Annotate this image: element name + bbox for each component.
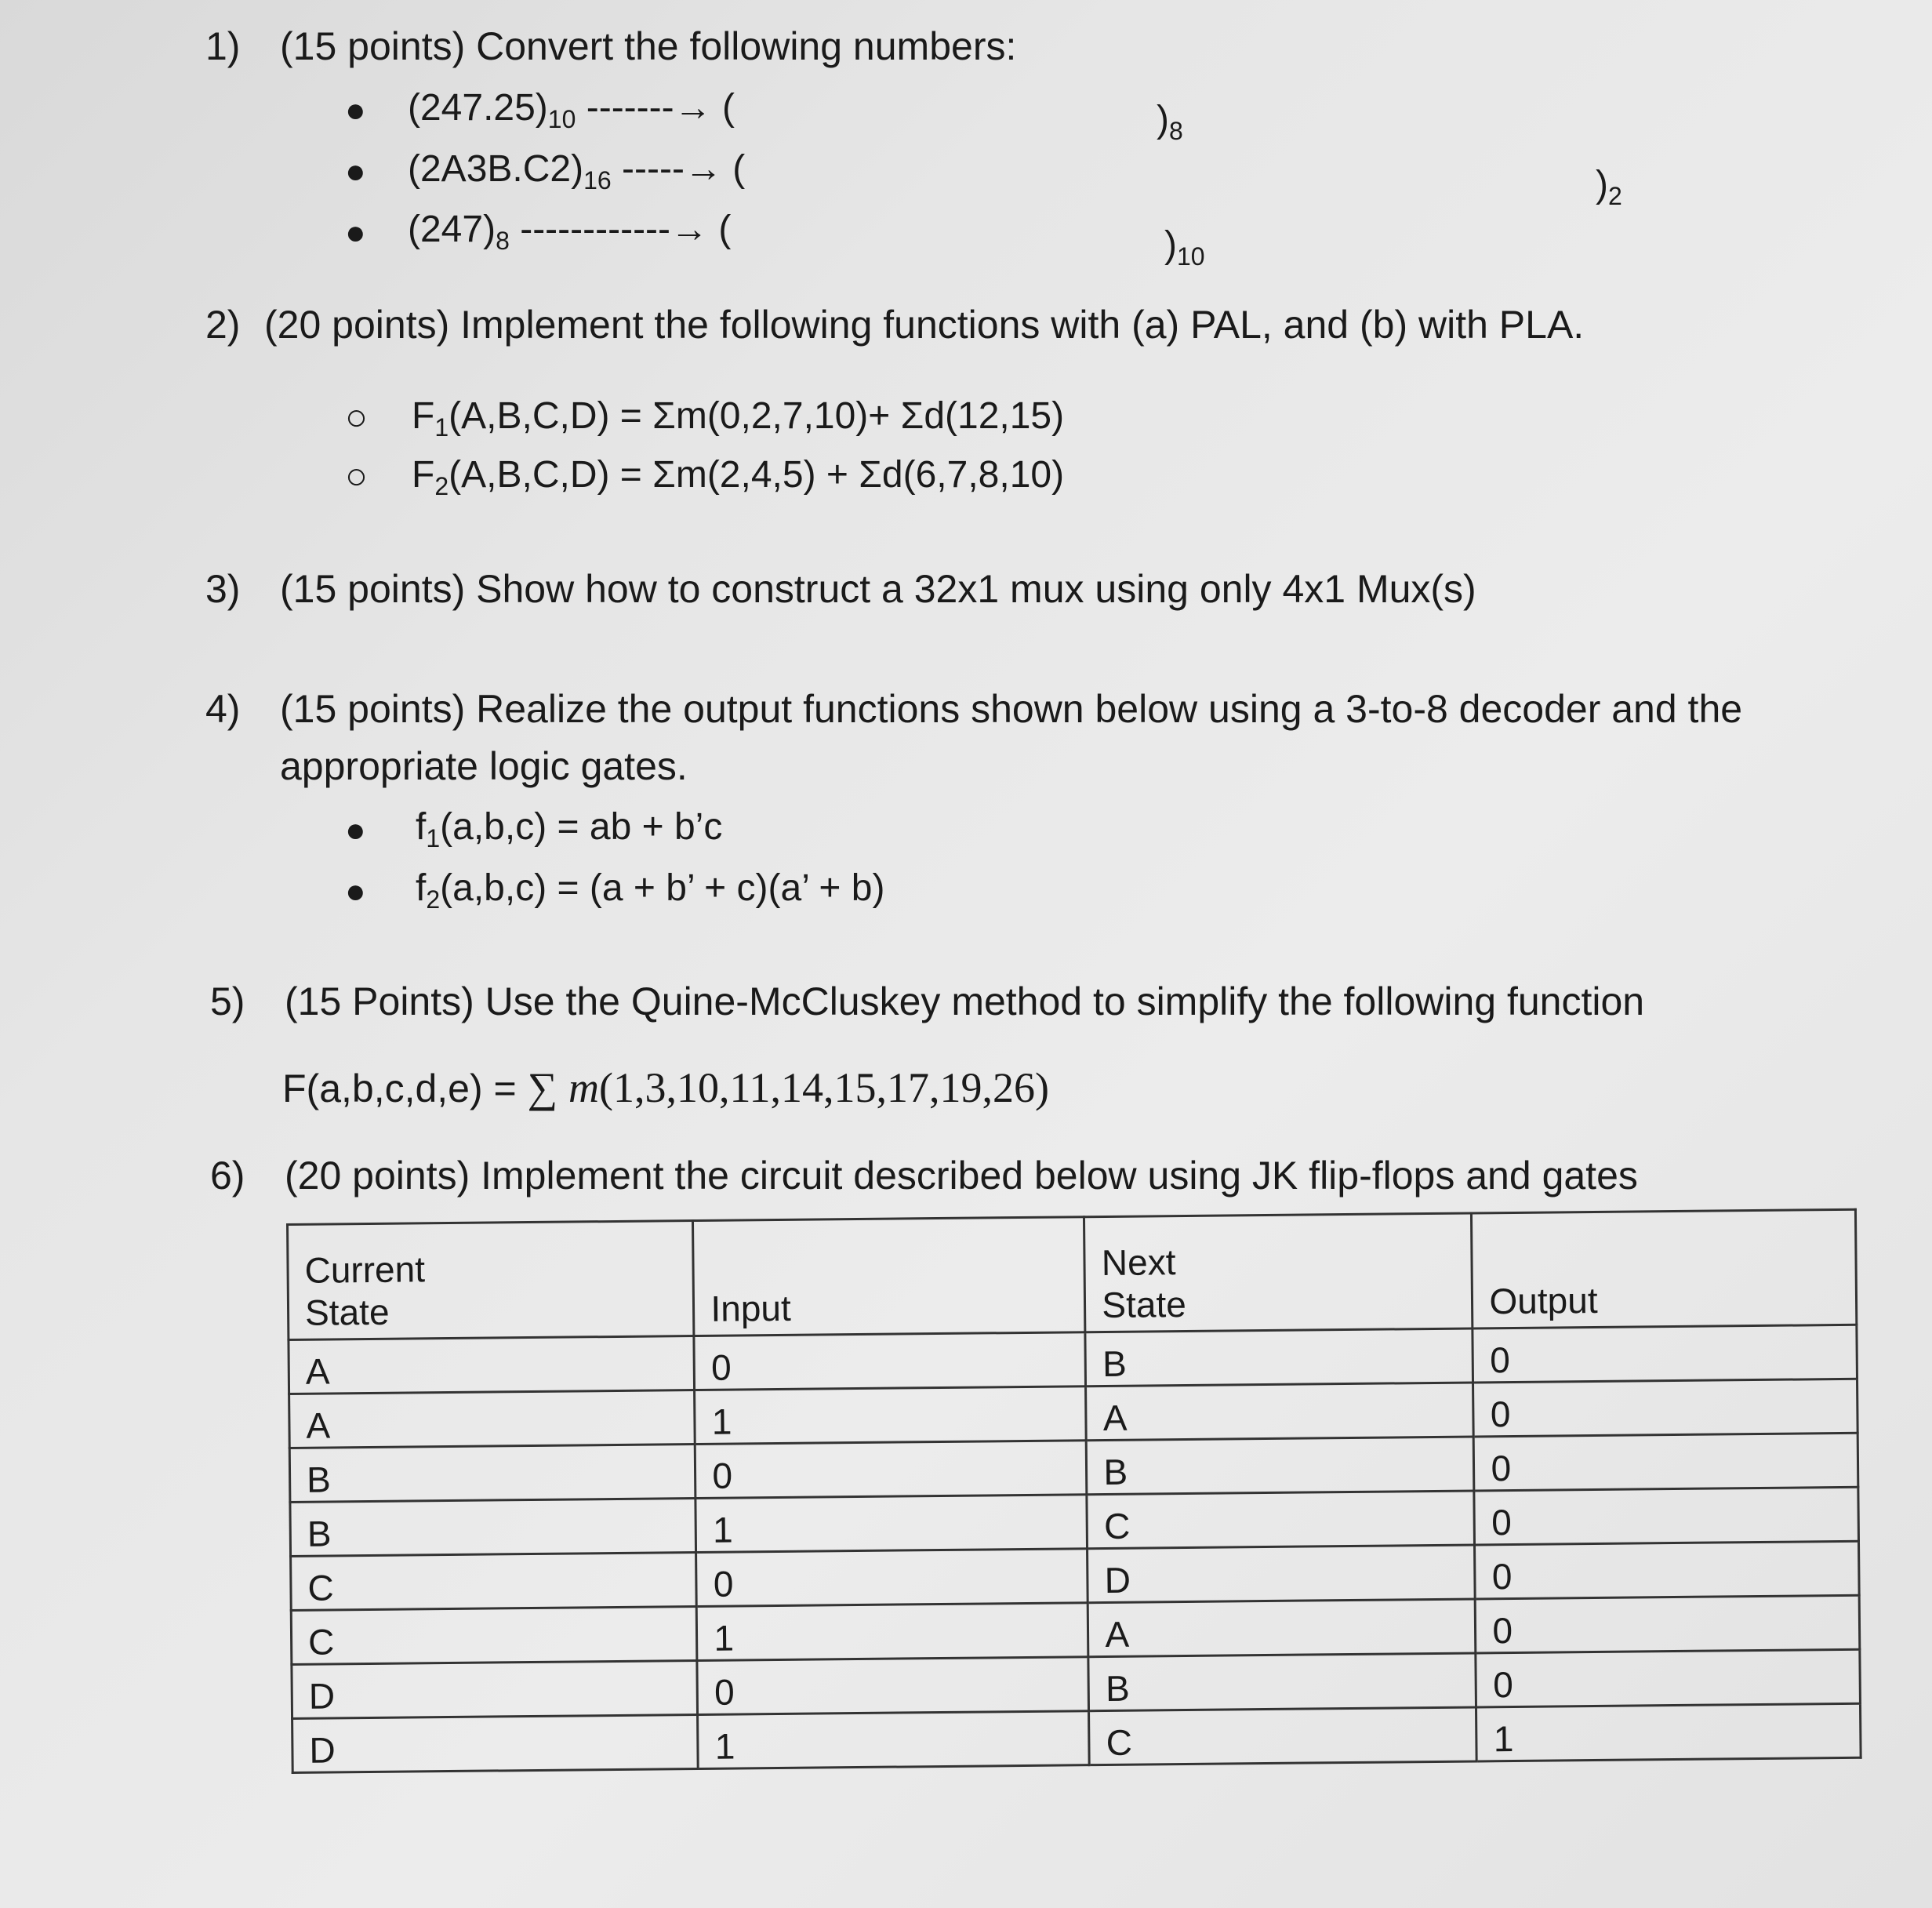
q1-item-3-answer-close: )$_{10}$ bbox=[1164, 224, 1205, 271]
q6-text: (20 points) Implement the circuit described below using JK flip-flops and gates bbox=[285, 1154, 1638, 1197]
cell-input: 0 bbox=[695, 1441, 1088, 1499]
cell-next-state: B bbox=[1087, 1437, 1475, 1495]
q4-item-2 bbox=[345, 869, 366, 912]
cell-next-state: C bbox=[1089, 1707, 1477, 1765]
header-input: Input bbox=[693, 1217, 1085, 1336]
q1-item-2 bbox=[345, 149, 366, 192]
q1-item-2-from-base: 16 bbox=[583, 166, 612, 194]
q1-item-2-answer-close: )$_2$ bbox=[1596, 164, 1622, 210]
bullet-icon: ● bbox=[345, 872, 366, 910]
cell-next-state: D bbox=[1088, 1545, 1476, 1603]
cell-input: 1 bbox=[695, 1495, 1088, 1553]
header-current-state: Current State bbox=[288, 1221, 695, 1340]
bullet-icon: ● bbox=[345, 91, 366, 129]
q1-item-3-from: (247) bbox=[408, 209, 496, 250]
header-next-state: Next State bbox=[1084, 1213, 1473, 1332]
header-output: Output bbox=[1472, 1209, 1857, 1328]
cell-output: 1 bbox=[1476, 1703, 1861, 1761]
cell-current-state: B bbox=[290, 1499, 696, 1557]
q1-item-1-arrow: -------→ ( bbox=[586, 87, 735, 129]
q2-item-1-expr: $F_1(A,B,C,D) = \Sigma m(0,2,7,10)+ \Sigma d(12,15)$ bbox=[412, 395, 1065, 442]
q4-number: 4) bbox=[205, 687, 241, 731]
q1-item-1-answer-close: )$_8$ bbox=[1157, 99, 1183, 145]
cell-next-state: A bbox=[1086, 1383, 1474, 1441]
q6-number: 6) bbox=[210, 1154, 245, 1197]
q2-item-1 bbox=[345, 396, 368, 439]
q1-item-2-arrow: -----→ ( bbox=[622, 148, 746, 190]
q2-item-2 bbox=[345, 455, 368, 498]
cell-next-state: B bbox=[1088, 1653, 1476, 1711]
q1-number: 1) bbox=[205, 24, 241, 68]
cell-output: 0 bbox=[1476, 1595, 1860, 1653]
cell-next-state: C bbox=[1087, 1491, 1475, 1549]
cell-current-state: A bbox=[289, 1390, 695, 1448]
cell-current-state: B bbox=[289, 1445, 695, 1503]
cell-output: 0 bbox=[1474, 1433, 1858, 1491]
cell-next-state: A bbox=[1088, 1599, 1476, 1657]
state-table-header-row bbox=[288, 1209, 1857, 1339]
q1-item-1-from-base: 10 bbox=[547, 105, 576, 133]
q4-item-1 bbox=[345, 808, 366, 851]
q4-item-2-expr: $f_2(a,b,c) = (a + b$’ + c)(a’ + b) bbox=[416, 867, 885, 914]
q1-item-1-from: (247.25) bbox=[408, 87, 548, 129]
q2-number: 2) bbox=[205, 303, 241, 347]
cell-output: 0 bbox=[1473, 1325, 1857, 1383]
q5-number: 5) bbox=[210, 979, 245, 1023]
cell-input: 0 bbox=[694, 1332, 1086, 1390]
q1-item-1-to-base: 8 bbox=[1168, 117, 1183, 145]
q1-item-3-from-base: 8 bbox=[496, 227, 510, 255]
circle-bullet-icon: ○ bbox=[345, 456, 368, 497]
circle-bullet-icon: ○ bbox=[345, 397, 368, 438]
q2-heading bbox=[205, 302, 1584, 347]
q1-item-2-from: (2A3B.C2) bbox=[408, 148, 584, 190]
state-table bbox=[286, 1208, 1862, 1774]
cell-input: 1 bbox=[697, 1603, 1089, 1661]
cell-current-state: C bbox=[291, 1606, 697, 1664]
cell-next-state: B bbox=[1085, 1328, 1473, 1386]
q1-item-3-to-base: 10 bbox=[1176, 242, 1205, 271]
cell-current-state: D bbox=[292, 1714, 699, 1772]
bullet-icon: ● bbox=[345, 152, 366, 191]
cell-output: 0 bbox=[1476, 1649, 1860, 1707]
q5-heading bbox=[210, 979, 1644, 1024]
q1-item-3-expr bbox=[408, 208, 731, 256]
cell-current-state: C bbox=[291, 1552, 697, 1610]
bullet-icon: ● bbox=[345, 811, 366, 849]
q6-heading bbox=[210, 1153, 1638, 1198]
cell-output: 0 bbox=[1475, 1541, 1859, 1599]
q2-text: (20 points) Implement the following functions with (a) PAL, and (b) with PLA. bbox=[264, 303, 1585, 347]
cell-input: 0 bbox=[696, 1549, 1088, 1607]
q4-text-line1: (15 points) Realize the output functions shown below using a 3-to-8 decoder and the bbox=[280, 687, 1743, 731]
cell-input: 1 bbox=[695, 1386, 1087, 1445]
q1-item-2-expr bbox=[408, 147, 745, 195]
cell-output: 0 bbox=[1473, 1379, 1858, 1437]
q2-item-2-expr: $F_2(A,B,C,D) = \Sigma m(2,4,5) + \Sigma d(6,7,8,10)$ bbox=[412, 454, 1065, 500]
cell-input: 0 bbox=[697, 1657, 1089, 1715]
q3-heading bbox=[205, 566, 1476, 612]
q5-text: (15 Points) Use the Quine-McCluskey method to simplify the following function bbox=[285, 979, 1645, 1023]
q1-heading bbox=[205, 24, 1016, 69]
bullet-icon: ● bbox=[345, 213, 366, 252]
q1-text: (15 points) Convert the following numbers: bbox=[280, 24, 1017, 68]
q4-heading bbox=[205, 686, 1742, 732]
q1-item-3-arrow: ------------→ ( bbox=[520, 209, 732, 250]
q3-text: (15 points) Show how to construct a 32x1 mux using only 4x1 Mux(s) bbox=[280, 567, 1476, 611]
q1-item-1 bbox=[345, 88, 366, 131]
q1-item-1-expr bbox=[408, 86, 735, 134]
q1-item-2-to-base: 2 bbox=[1607, 182, 1622, 210]
q4-item-1-expr: $f_1(a,b,c)$ = ab + b’c bbox=[416, 806, 723, 852]
q3-number: 3) bbox=[205, 567, 241, 611]
cell-input: 1 bbox=[698, 1711, 1090, 1769]
q5-function: F(a,b,c,d,e) = ∑ m(1,3,10,11,14,15,17,19,26) bbox=[282, 1064, 1049, 1111]
sigma-symbol: ∑ bbox=[527, 1064, 558, 1111]
q4-text-line2: appropriate logic gates. bbox=[280, 744, 688, 788]
q1-item-3 bbox=[345, 210, 366, 253]
cell-output: 0 bbox=[1474, 1487, 1858, 1545]
cell-current-state: A bbox=[289, 1336, 695, 1394]
cell-current-state: D bbox=[292, 1660, 698, 1718]
